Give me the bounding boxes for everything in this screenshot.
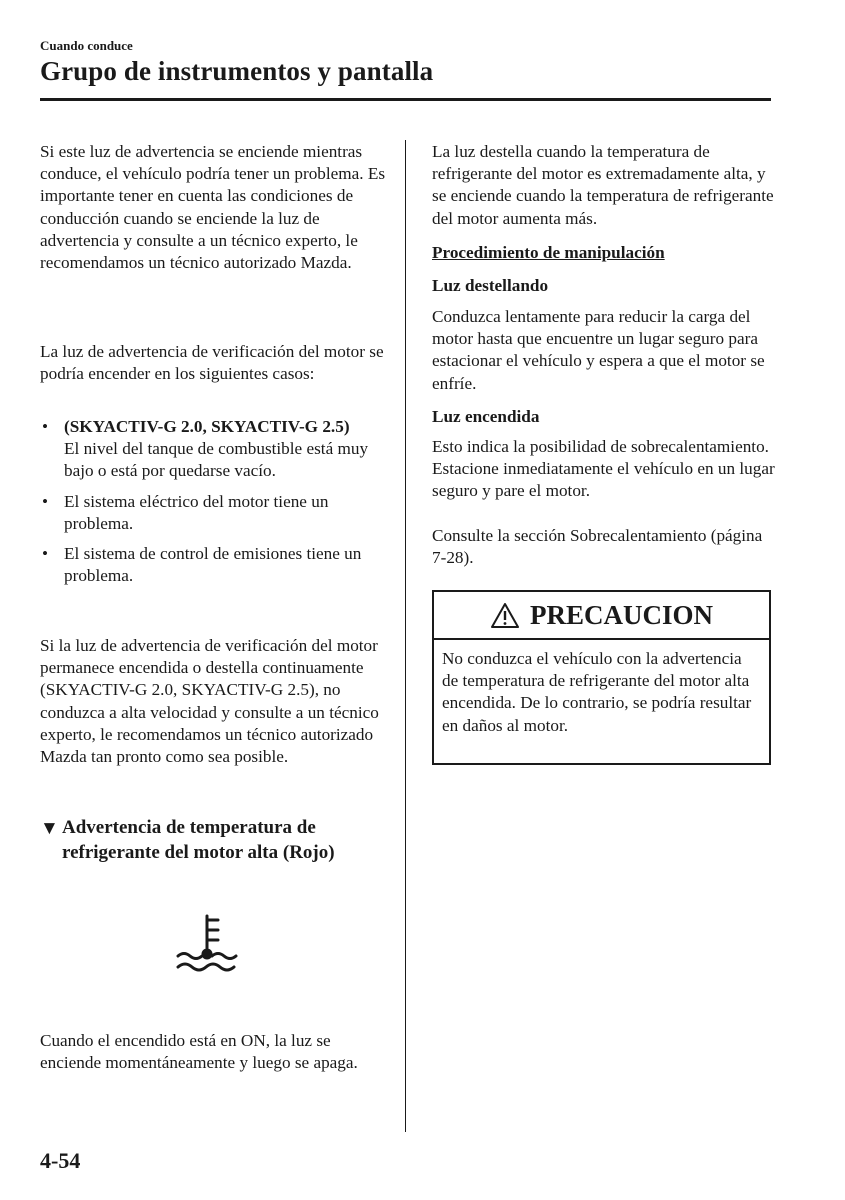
bullet-icon: • (42, 491, 49, 511)
on-text: Esto indica la posibilidad de sobrecalentamiento. Estacione inmediatamente el vehículo en un lugar seguro y pare el motor. (432, 437, 775, 501)
list-item-heading: (SKYACTIV-G 2.0, SKYACTIV-G 2.5) (64, 417, 350, 436)
overheating-reference: Consulte la sección Sobrecalentamiento (página 7-28). (432, 526, 763, 568)
procedure-heading: Procedimiento de manipulación (432, 243, 665, 262)
cases-paragraph: La luz de advertencia de verificación del motor se podría encender en los siguientes casos: (40, 342, 384, 384)
bullet-icon: • (42, 544, 49, 564)
list-item (40, 543, 390, 587)
page-number: 4-54 (40, 1148, 81, 1173)
caution-box (432, 590, 771, 765)
ignition-paragraph: Cuando el encendido está en ON, la luz se enciende momentáneamente y luego se apaga. (40, 1031, 358, 1073)
flash-description: La luz destella cuando la temperatura de refrigerante del motor es extremadamente alta, y se enciende cuando la temperatura de refrigerante del motor aumenta más. (432, 142, 774, 228)
title-rule (40, 98, 771, 101)
subheading (40, 815, 390, 865)
warning-triangle-icon (490, 602, 520, 629)
cases-list (40, 416, 390, 595)
bullet-icon: • (42, 417, 49, 436)
list-item (40, 491, 390, 535)
caution-header (434, 592, 769, 640)
list-item-text: El sistema de control de emisiones tiene un problema. (64, 544, 362, 586)
on-heading: Luz encendida (432, 407, 540, 426)
subheading-text: Advertencia de temperatura de refrigerante del motor alta (Rojo) (62, 817, 335, 863)
section-label: Cuando conduce (40, 38, 133, 53)
list-item-text: El nivel del tanque de combustible está muy bajo o está por quedarse vacío. (64, 439, 369, 481)
continuous-paragraph: Si la luz de advertencia de verificación del motor permanece encendida o destella continuamente (SKYACTIV-G 2.0, SKYACTIV-G 2.5), no conduzca a alta velocidad y consulte a un técnico experto, le recomendamos un técnico autorizado Mazda tan pronto como sea posible. (40, 636, 379, 767)
caution-title: PRECAUCION (529, 599, 713, 630)
flashing-heading: Luz destellando (432, 276, 549, 295)
flashing-text: Conduzca lentamente para reducir la carga del motor hasta que encuentre un lugar seguro para estacionar el vehículo y espera a que el motor se enfríe. (432, 307, 765, 393)
caution-text: No conduzca el vehículo con la advertencia de temperatura de refrigerante del motor alta encendida. De lo contrario, se podría resultar en daños al motor. (442, 649, 752, 735)
triangle-down-icon: ▼ (40, 818, 59, 839)
intro-paragraph: Si este luz de advertencia se enciende mientras conduce, el vehículo podría tener un problema. Es importante tener en cuenta las condiciones de conducción cuando se enciende la luz de advertencia y consulte a un técnico experto, le recomendamos un técnico autorizado Mazda. (40, 142, 386, 273)
column-divider (405, 140, 406, 1132)
coolant-temperature-icon (170, 908, 244, 976)
page-title: Grupo de instrumentos y pantalla (40, 56, 434, 86)
list-item-text: El sistema eléctrico del motor tiene un problema. (64, 491, 329, 533)
list-item (40, 416, 390, 483)
